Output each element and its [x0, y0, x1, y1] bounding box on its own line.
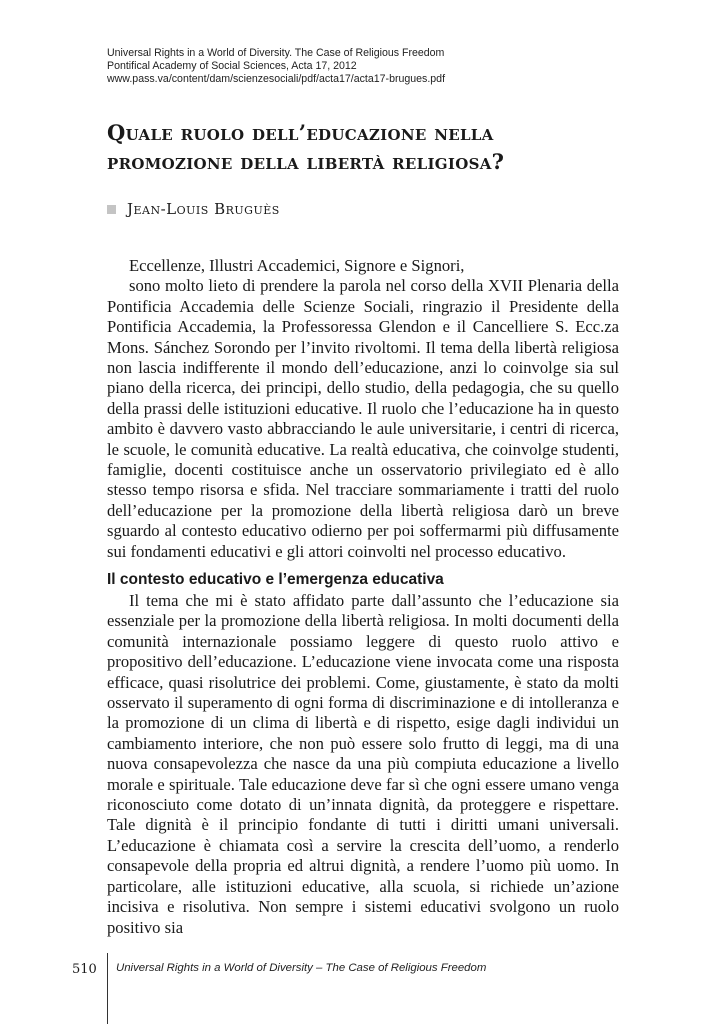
- running-title: Universal Rights in a World of Diversity – The Case of Religious Freedom: [116, 962, 487, 974]
- salutation: Eccellenze, Illustri Accademici, Signore e Signori,: [129, 256, 465, 275]
- page-number: 510: [72, 962, 97, 977]
- section-heading: Il contesto educativo e l’emergenza educativa: [107, 571, 444, 588]
- square-bullet-icon: [107, 205, 116, 214]
- body-paragraph: Il tema che mi è stato affidato parte dall’assunto che l’educazione sia essenziale per la promozione della libertà religiosa. In molti documenti della comunità internazionale possiamo leggere di questo ruolo attivo e propositivo dell’educazione. L’educazione viene invocata come una risposta efficace, quasi risolutrice dei problemi. Come, giustamente, è stato da molti osservato il superamento di ogni forma di discriminazione e di intolleranza e la promozione di un clima di libertà e di rispetto, esige dagli individui un cambiamento interiore, che non può essere solo frutto di leggi, ma di una nuova consapevolezza che nasce da una più compiuta educazione a livello morale e spirituale. Tale educazione deve far sì che ogni essere umano venga riconosciuto come dotato di un’innata dignità, da proteggere e rispettare. Tale dignità è il principio fondante di tutti i diritti umani universali. L’educazione è chiamata così a servire la crescita dell’uomo, a renderlo consapevole della propria ed altrui dignità, a rendere l’uomo più uomo. In particolare, alle istituzioni educative, alla scuola, si richiede un’azione incisiva e risolutiva. Non sempre i sistemi educativi svolgono un ruolo positivo sia: [107, 591, 619, 937]
- source-header: [107, 47, 667, 87]
- author-line: [107, 199, 280, 219]
- article-title-line: Quale ruolo dell’educazione nella: [107, 120, 494, 145]
- author-name: Jean-Louis Bruguès: [127, 200, 280, 218]
- article-title-line: promozione della libertà religiosa?: [107, 149, 505, 174]
- source-url: www.pass.va/content/dam/scienzesociali/pdf/acta17/acta17-brugues.pdf: [107, 73, 446, 86]
- body-paragraph: sono molto lieto di prendere la parola nel corso della XVII Plenaria della Pontificia Accademia delle Scienze Sociali, ringrazio il Presidente della Pontificia Accademia, la Professoressa Glendon e il Cancelliere S. Ecc.za Mons. Sánchez Sorondo per l’invito rivoltomi. Il tema della libertà religiosa non lascia indifferente il mondo dell’educazione, anzi lo coinvolge sia sul piano della ricerca, dei principi, dello studio, della pedagogia, che su quello della prassi delle istituzioni educative. Il ruolo che l’educazione ha in questo ambito è davvero vasto abbracciando le aule universitarie, i centri di ricerca, le scuole, le comunità educative. La realtà educativa, che coinvolge studenti, famiglie, docenti costituisce anche un osservatorio privilegiato ed è allo stesso tempo risorsa e sfida. Nel tracciare sommariamente i tratti del ruolo dell’educazione per la promozione della libertà religiosa darò un breve sguardo al contesto educativo odierno per poi soffermarmi più diffusamente sui fondamenti educativi e gli attori coinvolti nel processo educativo.: [107, 276, 619, 561]
- source-header-line: Pontifical Academy of Social Sciences, Acta 17, 2012: [107, 60, 357, 73]
- intro-section: [107, 256, 619, 562]
- article-title: [107, 118, 647, 176]
- section-body: [107, 591, 619, 938]
- footer-divider: [107, 953, 108, 1024]
- source-header-line: Universal Rights in a World of Diversity. The Case of Religious Freedom: [107, 47, 445, 59]
